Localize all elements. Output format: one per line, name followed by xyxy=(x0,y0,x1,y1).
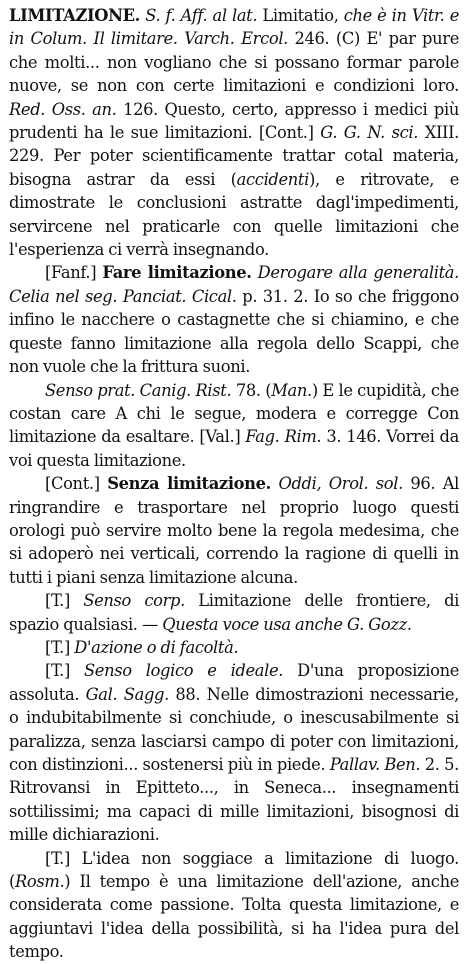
sense-paragraph xyxy=(9,472,459,589)
text-run: [T.] L'idea non soggiace a limitazione di luogo. ( xyxy=(9,848,459,892)
italic-run: Derogare alla generalità. Celia nel seg. Panciat. Cical. xyxy=(9,263,459,306)
italic-run: Oddi, Orol. sol. xyxy=(270,474,403,494)
text-run: p. 31. 2. Io so che friggono infino le nacchere o castagnette che si chiamino, e che queste fanno limitazione alla regola dello Scappi, che non vuole che la frittura suoni. xyxy=(9,286,459,377)
text-run: 78. ( xyxy=(231,380,272,400)
text-run: 3. 146. Vorrei da voi questa limitazione. xyxy=(9,427,459,470)
sense-paragraph xyxy=(9,847,459,964)
sense-paragraph xyxy=(9,589,459,636)
text-run: 126. Questo, certo, appresso i medici più prudenti ha le sue limitazioni. [Cont.] xyxy=(9,99,459,143)
italic-run: Man. xyxy=(271,380,312,400)
text-run: 88. Nelle dimostrazioni necessarie, o indubitabilmente si conchiude, o inescusabilmente si paralizza, senza lasciarsi campo di poter con limitazioni, con distinzioni... sostenersi più in piede. xyxy=(9,684,459,774)
italic-run: Pallav. Ben. xyxy=(329,755,421,774)
text-run: [T.] xyxy=(45,591,84,611)
italic-run: Rosm. xyxy=(15,872,65,892)
text-run: 246. (C) E' par pure che molti... non vogliano che si possano formar parole nuove, se non con certe limitazioni e condizioni loro. xyxy=(9,29,459,96)
text-run: [T.] xyxy=(45,661,84,681)
italic-run: G. G. N. sci. xyxy=(320,123,419,143)
sense-paragraph xyxy=(9,261,459,378)
italic-run: Senso corp. xyxy=(83,591,185,611)
italic-run: D'azione o di facoltà. xyxy=(74,637,239,657)
italic-run: Red. Oss. an. xyxy=(9,99,117,119)
text-run: Limitatio, xyxy=(257,6,344,25)
bold-run: Senza limitazione. xyxy=(107,474,271,494)
italic-run: Senso prat. Canig. Rist. xyxy=(45,380,232,400)
italic-run: Questa voce usa anche G. Gozz. xyxy=(162,614,412,634)
bold-run: Fare limitazione. xyxy=(102,263,252,283)
bold-run: LIMITAZIONE. xyxy=(9,6,141,25)
italic-run: S. f. Aff. al lat. xyxy=(140,6,258,25)
italic-run: Fag. Rim. xyxy=(245,427,322,447)
text-run: Limitazione delle frontiere, di spazio qualsiasi. — xyxy=(9,591,460,634)
text-run: [T.] xyxy=(45,637,75,657)
sense-paragraph xyxy=(9,659,459,846)
italic-run: che è in Vitr. e in Colum. Il limitare. Varch. Ercol. xyxy=(9,6,459,49)
entry-senses xyxy=(9,261,459,963)
text-run: D'una proposizione assoluta. xyxy=(9,661,459,704)
text-run: ) E le cupidità, che costan care A chi le segue, modera e corregge Con limitazione da esaltare. [Val.] xyxy=(9,380,460,447)
text-run: 96. Al ringrandire e trasportare nel proprio luogo questi orologi può servire molto bene la regola medesima, che si adoperò nei verticali, correndo la ragione di quelli in tutti i piani senza limitazione alcuna. xyxy=(9,474,460,587)
text-run: XIII. 229. Per poter scientificamente trattar cotal materia, bisogna astrar da essi ( xyxy=(9,123,460,189)
text-run: 2. 5. Ritrovansi in Epitteto..., in Seneca... insegnamenti sottilissimi; ma capaci di mille limitazioni, bisognosi di mille dichiarazioni. xyxy=(9,755,459,845)
italic-run: Gal. Sagg. xyxy=(85,684,169,704)
text-run: ), e ritrovate, e dimostrate le conclusioni astratte dagl'impedimenti, servircene nel praticarle con quelle limitazioni che l'esperienza ci verrà insegnando. xyxy=(9,169,460,260)
sense-paragraph xyxy=(9,379,459,473)
sense-paragraph xyxy=(9,636,459,659)
text-run: [Cont.] xyxy=(45,474,108,494)
entry-intro-paragraph xyxy=(9,4,459,261)
italic-run: accidenti xyxy=(236,169,309,189)
text-run: ) Il tempo è una limitazione dell'azione, anche considerata come passione. Tolta questa limitazione, e aggiuntavi l'idea della possibilità, si ha l'idea pura del tempo. xyxy=(9,872,459,962)
italic-run: Senso logico e ideale. xyxy=(84,661,284,681)
text-run: [Fanf.] xyxy=(45,263,103,283)
